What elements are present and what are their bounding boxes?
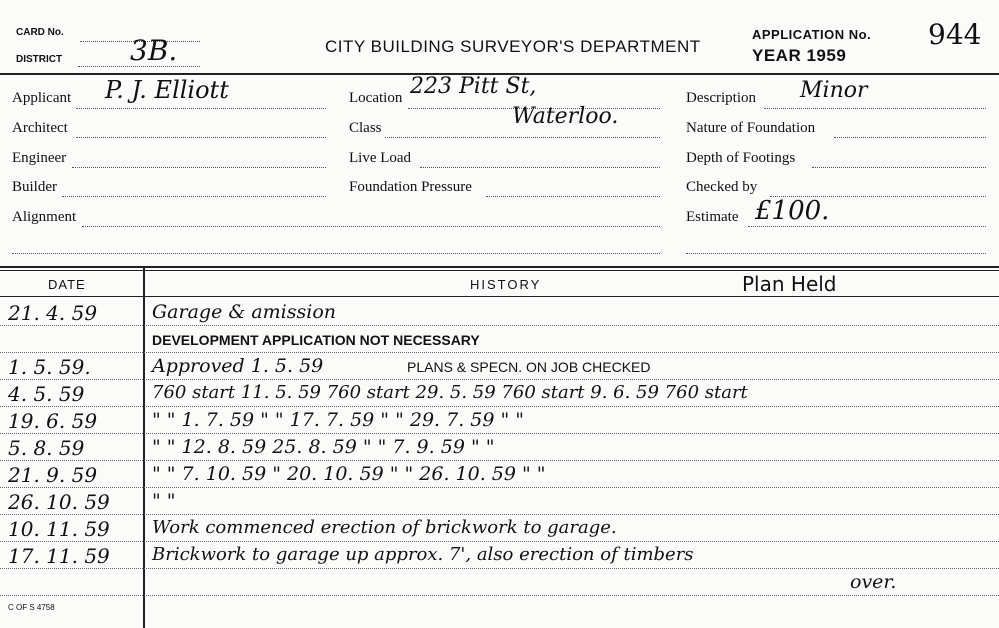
table-row-date: 10. 11. 59: [8, 517, 110, 541]
table-row-date: 1. 5. 59.: [8, 355, 91, 379]
table-row-history: " " 1. 7. 59 " " 17. 7. 59 " " 29. 7. 59 " ": [152, 409, 525, 431]
plan-held-note: Plan Held: [742, 272, 837, 296]
live-load-label: Live Load: [349, 150, 412, 166]
table-row-stamp: PLANS & SPECN. ON JOB CHECKED: [407, 359, 651, 375]
table-row-date: 4. 5. 59: [8, 382, 85, 406]
card-no-label: CARD No.: [16, 27, 64, 38]
applicant-label: Applicant: [12, 90, 72, 106]
table-row-history: DEVELOPMENT APPLICATION NOT NECESSARY: [152, 332, 480, 348]
blank-line-right: [686, 253, 986, 254]
engineer-label: Engineer: [12, 150, 67, 166]
table-row-line: [0, 595, 999, 596]
description-label: Description: [686, 90, 756, 106]
foundation-pressure-line: [486, 196, 660, 197]
live-load-line: [420, 167, 660, 168]
builder-label: Builder: [12, 179, 57, 195]
table-row-line: [0, 460, 999, 461]
alignment-line: [82, 226, 660, 227]
table-row-history: " ": [152, 490, 176, 512]
location-value-1: 223 Pitt St,: [410, 74, 537, 99]
class-line: [385, 137, 660, 138]
table-row-date: 5. 8. 59: [8, 436, 85, 460]
depth-of-footings-label: Depth of Footings: [686, 150, 796, 166]
builder-line: [62, 196, 326, 197]
table-row-date: 21. 4. 59: [8, 301, 98, 325]
table-row-line: [0, 379, 999, 380]
engineer-line: [72, 167, 326, 168]
year-label: YEAR 1959: [752, 46, 847, 65]
table-row-history: Brickwork to garage up approx. 7', also erection of timbers: [152, 544, 694, 565]
description-value: Minor: [800, 78, 868, 103]
architect-label: Architect: [12, 120, 68, 136]
table-row-line: [0, 433, 999, 434]
form-code: C OF S 4758: [8, 603, 55, 612]
table-row-line: [0, 406, 999, 407]
applicant-line: [76, 108, 326, 109]
depth-of-footings-line: [812, 167, 986, 168]
table-row-line: [0, 541, 999, 542]
table-row-date: 21. 9. 59: [8, 463, 98, 487]
district-value: 3B.: [130, 34, 178, 67]
table-row-line: [0, 568, 999, 569]
department-title: CITY BUILDING SURVEYOR'S DEPARTMENT: [325, 37, 701, 56]
table-row-date: 19. 6. 59: [8, 409, 98, 433]
date-column-divider: [143, 268, 145, 628]
foundation-pressure-label: Foundation Pressure: [349, 179, 472, 195]
class-label: Class: [349, 120, 382, 136]
estimate-value: £100.: [755, 196, 830, 226]
table-row-history: Garage & amission: [152, 301, 336, 323]
application-no-label: APPLICATION No.: [752, 27, 872, 42]
table-row-date: 17. 11. 59: [8, 544, 110, 568]
checked-by-label: Checked by: [686, 179, 758, 195]
table-row-history: " " 12. 8. 59 25. 8. 59 " " 7. 9. 59 " ": [152, 436, 495, 458]
table-row-date: 26. 10. 59: [8, 490, 110, 514]
date-column-header: DATE: [48, 277, 86, 292]
table-row-history: 760 start 11. 5. 59 760 start 29. 5. 59 760 start 9. 6. 59 760 start: [152, 382, 748, 403]
history-header-divider: [0, 296, 999, 297]
alignment-label: Alignment: [12, 209, 77, 225]
table-row-line: [0, 325, 999, 326]
table-row-line: [0, 487, 999, 488]
nature-of-foundation-line: [834, 137, 986, 138]
estimate-line: [748, 226, 986, 227]
nature-of-foundation-label: Nature of Foundation: [686, 120, 816, 136]
history-top-border-2: [0, 270, 999, 271]
table-row-history: Approved 1. 5. 59: [152, 355, 324, 377]
district-label: DISTRICT: [16, 54, 63, 65]
table-row-history: Work commenced erection of brickwork to garage.: [152, 517, 617, 538]
table-row-history: over.: [850, 571, 897, 593]
table-row-line: [0, 514, 999, 515]
description-line: [764, 108, 986, 109]
location-label: Location: [349, 90, 403, 106]
architect-line: [76, 137, 326, 138]
application-no-value: 944: [928, 18, 982, 51]
applicant-value: P. J. Elliott: [105, 76, 229, 104]
estimate-label: Estimate: [686, 209, 739, 225]
history-column-header: HISTORY: [470, 277, 542, 292]
table-row-line: [0, 352, 999, 353]
blank-line: [12, 253, 660, 254]
history-top-border: [0, 266, 999, 268]
table-row-history: " " 7. 10. 59 " 20. 10. 59 " " 26. 10. 59 " ": [152, 463, 546, 485]
location-value-2: Waterloo.: [512, 104, 619, 129]
